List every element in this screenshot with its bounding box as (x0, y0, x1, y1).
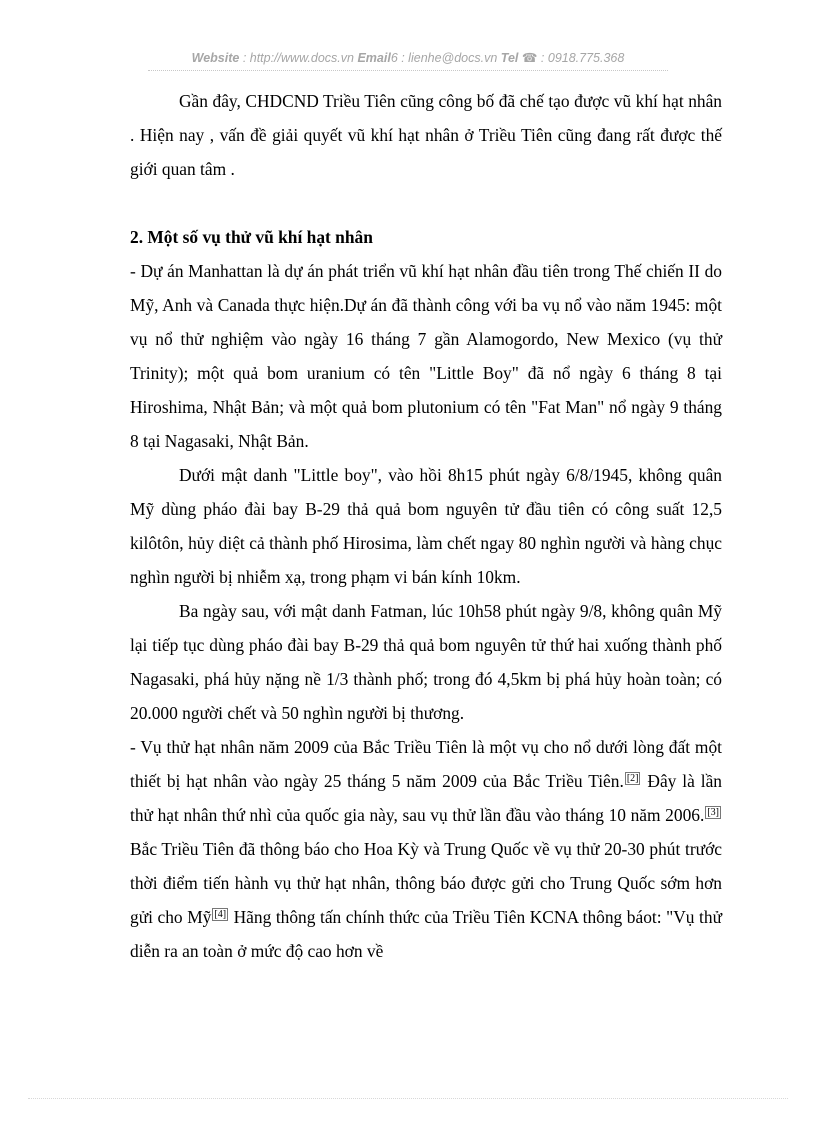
footer-divider (28, 1098, 788, 1099)
section-heading: 2. Một số vụ thử vũ khí hạt nhân (130, 227, 373, 247)
nk-text-4: Hãng thông tấn chính thức của Triều Tiên KCNA thông báot: "Vụ thử diễn ra an toàn ở mức độ cao hơn về (130, 907, 723, 961)
page-header (148, 50, 668, 65)
header-divider (148, 70, 668, 71)
nk-text-1: - Vụ thử hạt nhân năm 2009 của Bắc Triều Tiên là một vụ cho nổ dưới lòng đất một thiết bị hạt nhân vào ngày 25 tháng 5 năm 2009 của Bắc Triều Tiên. (130, 737, 722, 791)
paragraph-fatman: Ba ngày sau, với mật danh Fatman, lúc 10h58 phút ngày 9/8, không quân Mỹ lại tiếp tục dùng pháo đài bay B-29 thả quả bom nguyên tử thứ hai xuống thành phố Nagasaki, phá hủy nặng nề 1/3 thành phố; trong đó 4,5km bị phá hủy hoàn toàn; có 20.000 người chết và 50 nghìn người bị thương. (130, 601, 722, 723)
website-label: Website (191, 51, 240, 65)
footnote-ref-4[interactable]: [4] (214, 909, 227, 920)
email-label: Email (357, 51, 391, 65)
paragraph-north-korea (130, 730, 722, 968)
paragraph-manhattan: - Dự án Manhattan là dự án phát triển vũ khí hạt nhân đầu tiên trong Thế chiến II do Mỹ, Anh và Canada thực hiện.Dự án đã thành công với ba vụ nổ vào năm 1945: một vụ nổ thử nghiệm vào ngày 16 tháng 7 gần Alamogordo, New Mexico (vụ thử Trinity); một quả bom uranium có tên "Little Boy" đã nổ ngày 6 tháng 8 tại Hiroshima, Nhật Bản; và một quả bom plutonium có tên "Fat Man" nổ ngày 9 tháng 8 tại Nagasaki, Nhật Bản. (130, 261, 722, 451)
tel-number: ☎ : 0918.775.368 (518, 51, 625, 65)
document-body (130, 84, 722, 968)
page-number: 6 (390, 51, 398, 65)
email-address[interactable]: : lienhe@docs.vn (397, 51, 501, 65)
footnote-ref-2[interactable]: [2] (626, 773, 639, 784)
paragraph-intro: Gần đây, CHDCND Triều Tiên cũng công bố đã chế tạo được vũ khí hạt nhân . Hiện nay , vấn đề giải quyết vũ khí hạt nhân ở Triều Tiên cũng đang rất được thế giới quan tâm . (130, 91, 722, 179)
nk-text-2: Đây là lần thử hạt nhân thứ nhì của quốc gia này, sau vụ thử lần đầu vào tháng 10 năm 2006. (130, 771, 722, 825)
tel-label: Tel (500, 51, 519, 65)
paragraph-little-boy: Dưới mật danh "Little boy", vào hồi 8h15 phút ngày 6/8/1945, không quân Mỹ dùng pháo đài bay B-29 thả quả bom nguyên tử đầu tiên có công suất 12,5 kilôtôn, hủy diệt cả thành phố Hirosima, làm chết ngay 80 nghìn người và hàng chục nghìn người bị nhiễm xạ, trong phạm vi bán kính 10km. (130, 465, 722, 587)
nk-text-3: Bắc Triều Tiên đã thông báo cho Hoa Kỳ và Trung Quốc về vụ thử 20-30 phút trước thời điểm tiến hành vụ thử hạt nhân, thông báo được gửi cho Trung Quốc sớm hơn gửi cho Mỹ (130, 839, 722, 927)
footnote-ref-3[interactable]: [3] (707, 807, 719, 818)
website-url[interactable]: : http://www.docs.vn (239, 51, 358, 65)
